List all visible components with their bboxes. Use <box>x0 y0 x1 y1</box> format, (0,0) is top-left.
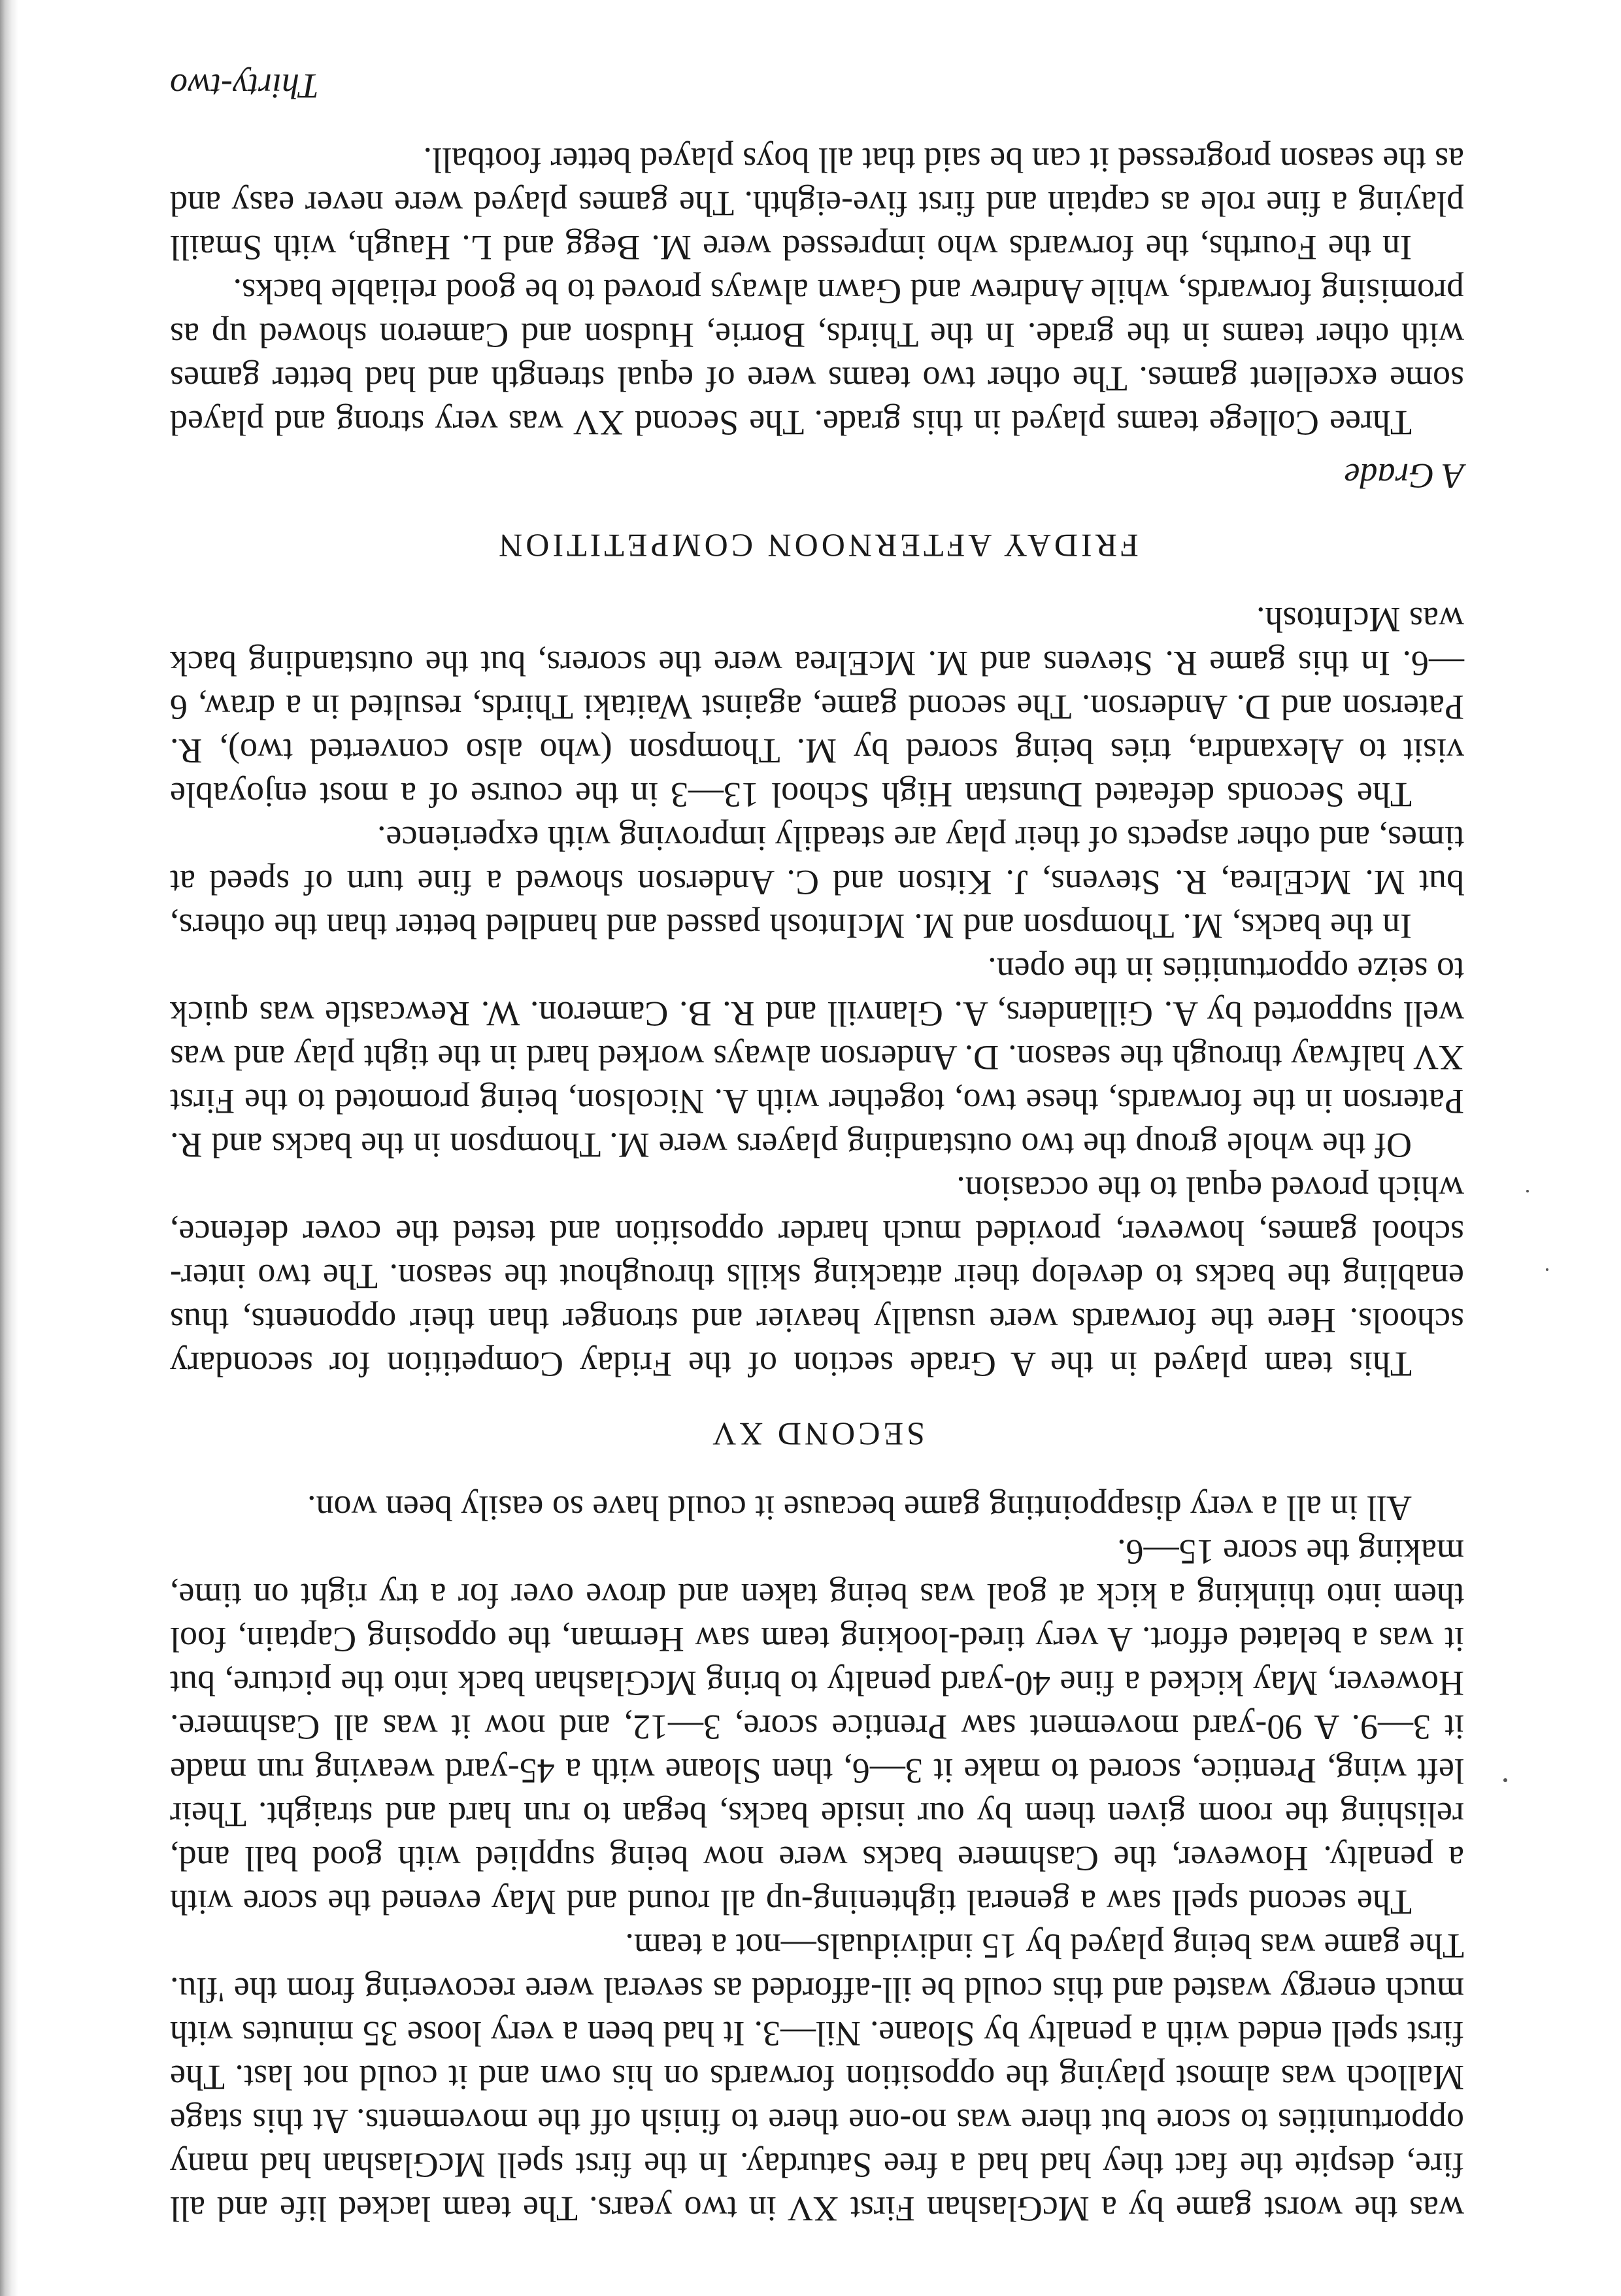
page-text <box>170 55 1464 2231</box>
friday-paragraph-2: In the Fourths, the forwards who impressed were M. Begg and L. Haugh, with Smaill playing a fine role as captain and first five-eighth. The games played were never easy and as the season progressed it can be said that all boys played better football. <box>170 141 1464 267</box>
scan-speck <box>1546 1268 1548 1271</box>
subheading-a-grade: A Grade <box>1344 456 1464 496</box>
section-heading-second-xv: SECOND XV <box>709 1416 925 1453</box>
page-number: Thirty-two <box>170 67 320 106</box>
opening-paragraph: was the worst game by a McGlashan First XV in two years. The team lacked life and all fire, despite the fact they had had a free Saturday. In the first spell McGlashan had many opportunities to score but there was no-one there to finish off the movements. At this stage Malloch was almost playing the opposition forwards on his own and it could not last. The first spell ended with a penalty by Sloane. Nil—3. It had been a very loose 35 minutes with much energy wasted and this could be ill-afforded as several were recovering from the 'flu. The game was being played by 15 individuals—not a team. <box>170 1927 1464 2229</box>
second-spell-paragraph: The second spell saw a general tightening-up all round and May evened the score with a penalty. However, the Cashmere backs were now being supplied with good ball and, relishing the room given them by our inside backs, began to run hard and straight. Their left wing, Prentice, scored to make it 3—6, then Sloane with a 45-yard weaving run made it 3—9. A 90-yard movement saw Prentice score, 3—12, and now it was all Cashmere. However, May kicked a fine 40-yard penalty to bring McGlashan back into the picture, but it was a belated effort. A very tired-looking team saw Herman, the opposing Captain, fool them into thinking a kick at goal was being taken and drove over for a try right on time, making the score 15—6. <box>170 1532 1464 1922</box>
section-heading-friday-afternoon: FRIDAY AFTERNOON COMPETITION <box>495 528 1139 564</box>
second-xv-paragraph-1: This team played in the A Grade section of the Friday Competition for secondary schools. Here the forwards were usually heavier and stronger than their opponents, thus enabling the backs to develop their attacking skills throughout the season. The two inter-school games, however, provided much harder opposition and tested the cover defence, which proved equal to the occasion. <box>170 1170 1464 1384</box>
second-xv-paragraph-2: Of the whole group the two outstanding players were M. Thompson in the backs and R. Paterson in the forwards, these two, together with A. Nicolson, being promoted to the First XV halfway through the season. D. Anderson always worked hard in the tight play and was well supported by A. Gillanders, A. Glanvill and R. B. Cameron. W. Rewcastle was quick to seize opportunities in the open. <box>170 951 1464 1165</box>
friday-paragraph-1: Three College teams played in this grade. The Second XV was very strong and played some excellent games. The other two teams were of equal strength and had better games with other teams in the grade. In the Thirds, Borrie, Hudson and Cameron showed up as promising forwards, while Andrew and Gawn always proved to be good reliable backs. <box>170 272 1464 443</box>
scan-speck <box>1526 1190 1529 1192</box>
second-xv-paragraph-4: The Seconds defeated Dunstan High School 13—3 in the course of a most enjoyable visit to Alexandra, tries being scored by M. Thompson (who also converted two), R. Paterson and D. Anderson. The second game, against Waitaki Thirds, resulted in a draw, 6—6. In this game R. Stevens and M. McElrea were the scorers, but the outstanding back was McIntosh. <box>170 600 1464 815</box>
scan-speck <box>1503 1778 1507 1782</box>
closing-paragraph: All in all a very disappointing game because it could have so easily been won. <box>307 1489 1412 1528</box>
second-xv-paragraph-3: In the backs, M. Thompson and M. McIntosh passed and handled better than the others, but M. McElrea, R. Stevens, J. Kitson and C. Anderson showed a fine turn of speed at times, and other aspects of their play are steadily improving with experience. <box>170 819 1464 946</box>
